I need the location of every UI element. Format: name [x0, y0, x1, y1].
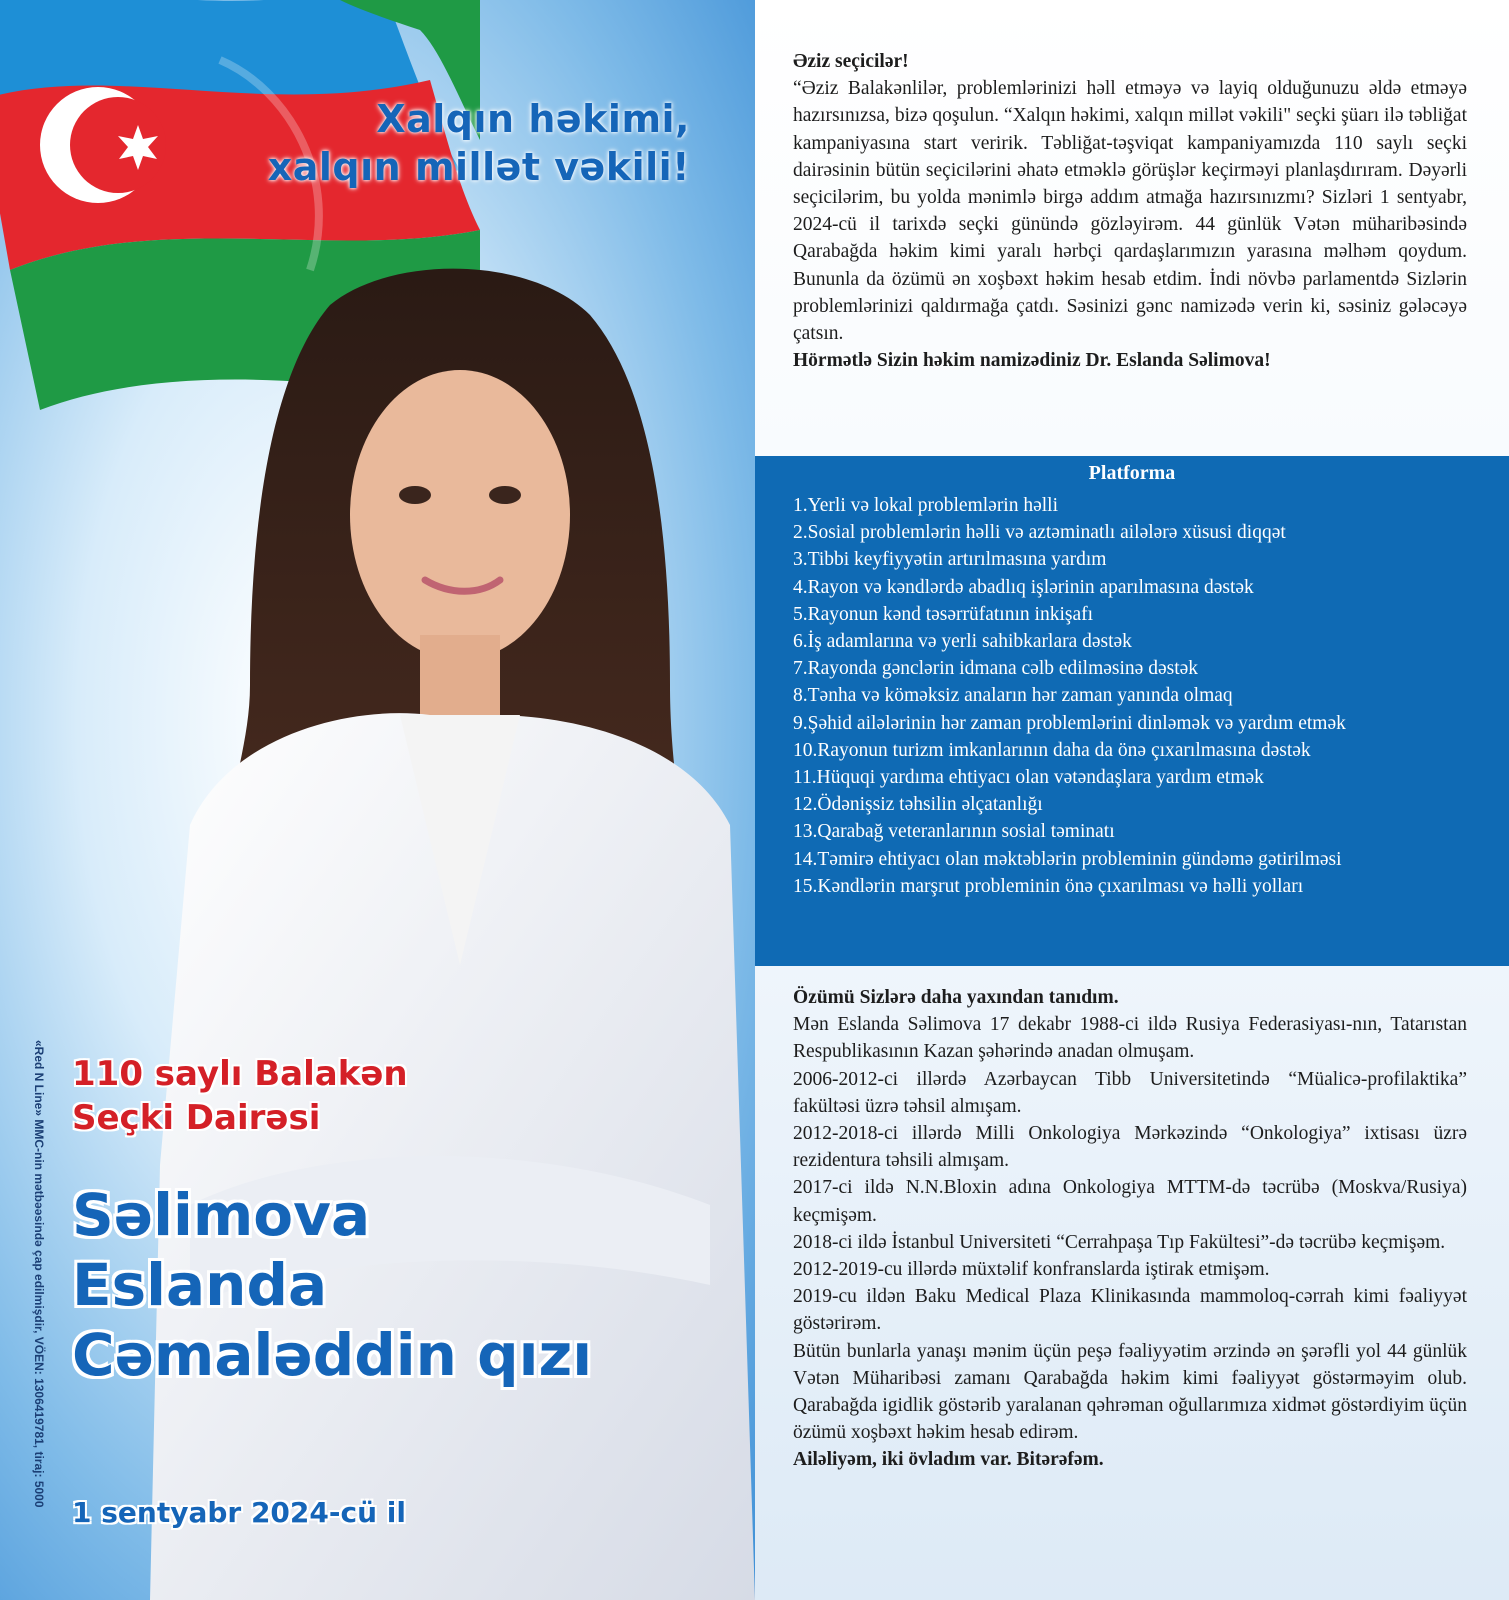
platform-item: 1.Yerli və lokal problemlərin həlli: [793, 495, 1059, 516]
platform-box: [755, 456, 1509, 966]
platform-title: Platforma: [1088, 462, 1176, 484]
platform-item: 8.Tənha və köməksiz anaların hər zaman yanında olmaq: [793, 685, 1233, 707]
appeal-body: “Əziz Balakənlilər, problemlərinizi həll etməyə və layiq olduğunuzu əldə etməyə hazırsınızsa, bizə qoşulun. “Xalqın həkimi, xalqın millət vəkili" seçki şüarı ilə təbliğat kampaniyasına start veririk. Təbliğat-təşviqat kampaniyamızda 110 saylı seçki dairəsinin bütün seçicilərini əhatə etməklə görüşlər keçirməyi planlaşdırıram. Dəyərli seçicilərim, bu yolda mənimlə birgə addım atmağa hazırsınızmı? Sizləri 1 sentyabr, 2024-cü il tarixdə seçki günündə gözləyirəm. 44 günlük Vətən müharibəsində Qarabağda həkim kimi yaralı hərbçi qardaşlarımızın yarasına məlhəm qoydum. Bununla da özümü ən xoşbəxt həkim hesab etdim. İndi növbə parlamentdə Sizlərin problemlərinizi qaldırmağa çatdı. Səsinizi gənc namizədə verin ki, səsiniz gələcəyə çatsın.: [793, 78, 1467, 345]
platform-item: 3.Tibbi keyfiyyətin artırılmasına yardım: [793, 549, 1107, 571]
platform-item: 14.Təmirə ehtiyacı olan məktəblərin probleminin gündəmə gətirilməsi: [793, 848, 1342, 870]
platform-item: 4.Rayon və kəndlərdə abadlıq işlərinin aparılmasına dəstək: [793, 576, 1254, 598]
platform-item: 2.Sosial problemlərin həlli və aztəminatlı ailələrə xüsusi diqqət: [793, 522, 1286, 544]
candidate-portrait: [150, 265, 755, 1600]
bio-heading: Özümü Sizlərə daha yaxından tanıdım.: [793, 987, 1119, 1008]
bio-paragraph: 2019-cu ildən Baku Medical Plaza Klinikasında mammoloq-cərrah kimi fəaliyyət göstərirəm.: [793, 1286, 1467, 1335]
platform-item: 10.Rayonun turizm imkanlarının daha da önə çıxarılmasına dəstək: [793, 739, 1311, 761]
platform-item: 7.Rayonda gənclərin idmana cəlb edilməsinə dəstək: [793, 658, 1199, 680]
district-heading: [72, 1052, 408, 1140]
platform-item: 15.Kəndlərin marşrut probleminin önə çıxarılması və həlli yolları: [793, 875, 1304, 897]
appeal-heading: Əziz seçicilər!: [793, 51, 909, 72]
platform-item: 13.Qarabağ veteranlarının sosial təminatı: [793, 821, 1115, 843]
right-panel: [755, 0, 1509, 1600]
district-line-1: 110 saylı Balakən: [72, 1054, 408, 1094]
print-imprint: «Red N Line» MMC-nin mətbəəsində çap edilmişdir, VÖEN: 1306419781, tiraj: 5000: [32, 1040, 46, 1508]
candidate-firstname: Eslanda: [72, 1251, 328, 1319]
platform-item: 6.İş adamlarına və yerli sahibkarlara dəstək: [793, 631, 1132, 653]
bio-paragraph: Bütün bunlarla yanaşı mənim üçün peşə fəaliyyətim ərzində ən şərəfli yol 44 günlük Vətən Müharibəsi zamanı Qarabağda həkim kimi fəaliyyət göstərməyim olub. Qarabağda igidlik göstərib yaralanan qəhrəman oğullarımıza xidmət göstərdiyim üçün özümü xoşbəxt həkim hesab edirəm.: [793, 1340, 1467, 1444]
slogan-line-1: Xalqın həkimi,: [376, 97, 690, 141]
bio-paragraph: 2017-ci ildə N.N.Bloxin adına Onkologiya MTTM-də təcrübə (Moskva/Rusiya) keçmişəm.: [793, 1177, 1467, 1226]
voter-appeal: [793, 48, 1467, 374]
election-date: 1 sentyabr 2024-cü il: [72, 1496, 406, 1529]
platform-item: 9.Şəhid ailələrinin hər zaman problemlərini dinləmək və yardım etmək: [793, 712, 1346, 734]
candidate-patronymic: Cəmaləddin qızı: [72, 1321, 593, 1389]
platform-item: 11.Hüquqi yardıma ehtiyacı olan vətəndaşlara yardım etmək: [793, 767, 1264, 789]
district-line-2: Seçki Dairəsi: [72, 1098, 321, 1138]
platform-item: 12.Ödənişsiz təhsilin əlçatanlığı: [793, 794, 1043, 816]
candidate-name: [72, 1180, 592, 1390]
candidate-surname: Səlimova: [72, 1181, 371, 1249]
bio-closing: Ailəliyəm, iki övladım var. Bitərəfəm.: [793, 1449, 1104, 1471]
appeal-signature: Hörmətlə Sizin həkim namizədiniz Dr. Eslanda Səlimova!: [793, 350, 1271, 372]
biography: [793, 984, 1467, 1474]
bio-paragraph: 2006-2012-ci illərdə Azərbaycan Tibb Universitetində “Müalicə-profilaktika” fakültəsi üzrə təhsil almışam.: [793, 1068, 1467, 1117]
platform-item: 5.Rayonun kənd təsərrüfatının inkişafı: [793, 603, 1094, 625]
slogan-line-2: xalqın millət vəkili!: [267, 145, 690, 189]
bio-paragraph: 2012-2019-cu illərdə müxtəlif konfranslarda iştirak etmişəm.: [793, 1259, 1270, 1281]
bio-paragraph: 2018-ci ildə İstanbul Universiteti “Cerrahpaşa Tıp Fakültesi”-də təcrübə keçmişəm.: [793, 1231, 1446, 1253]
campaign-slogan: [185, 95, 690, 191]
platform-list: [793, 492, 1467, 900]
bio-paragraph: Mən Eslanda Səlimova 17 dekabr 1988-ci ildə Rusiya Federasiyası-nın, Tatarıstan Respublikasının Kazan şəhərində anadan olmuşam.: [793, 1014, 1467, 1063]
bio-paragraph: 2012-2018-ci illərdə Milli Onkologiya Mərkəzində “Onkologiya” ixtisası üzrə rezidentura təhsili almışam.: [793, 1123, 1467, 1172]
